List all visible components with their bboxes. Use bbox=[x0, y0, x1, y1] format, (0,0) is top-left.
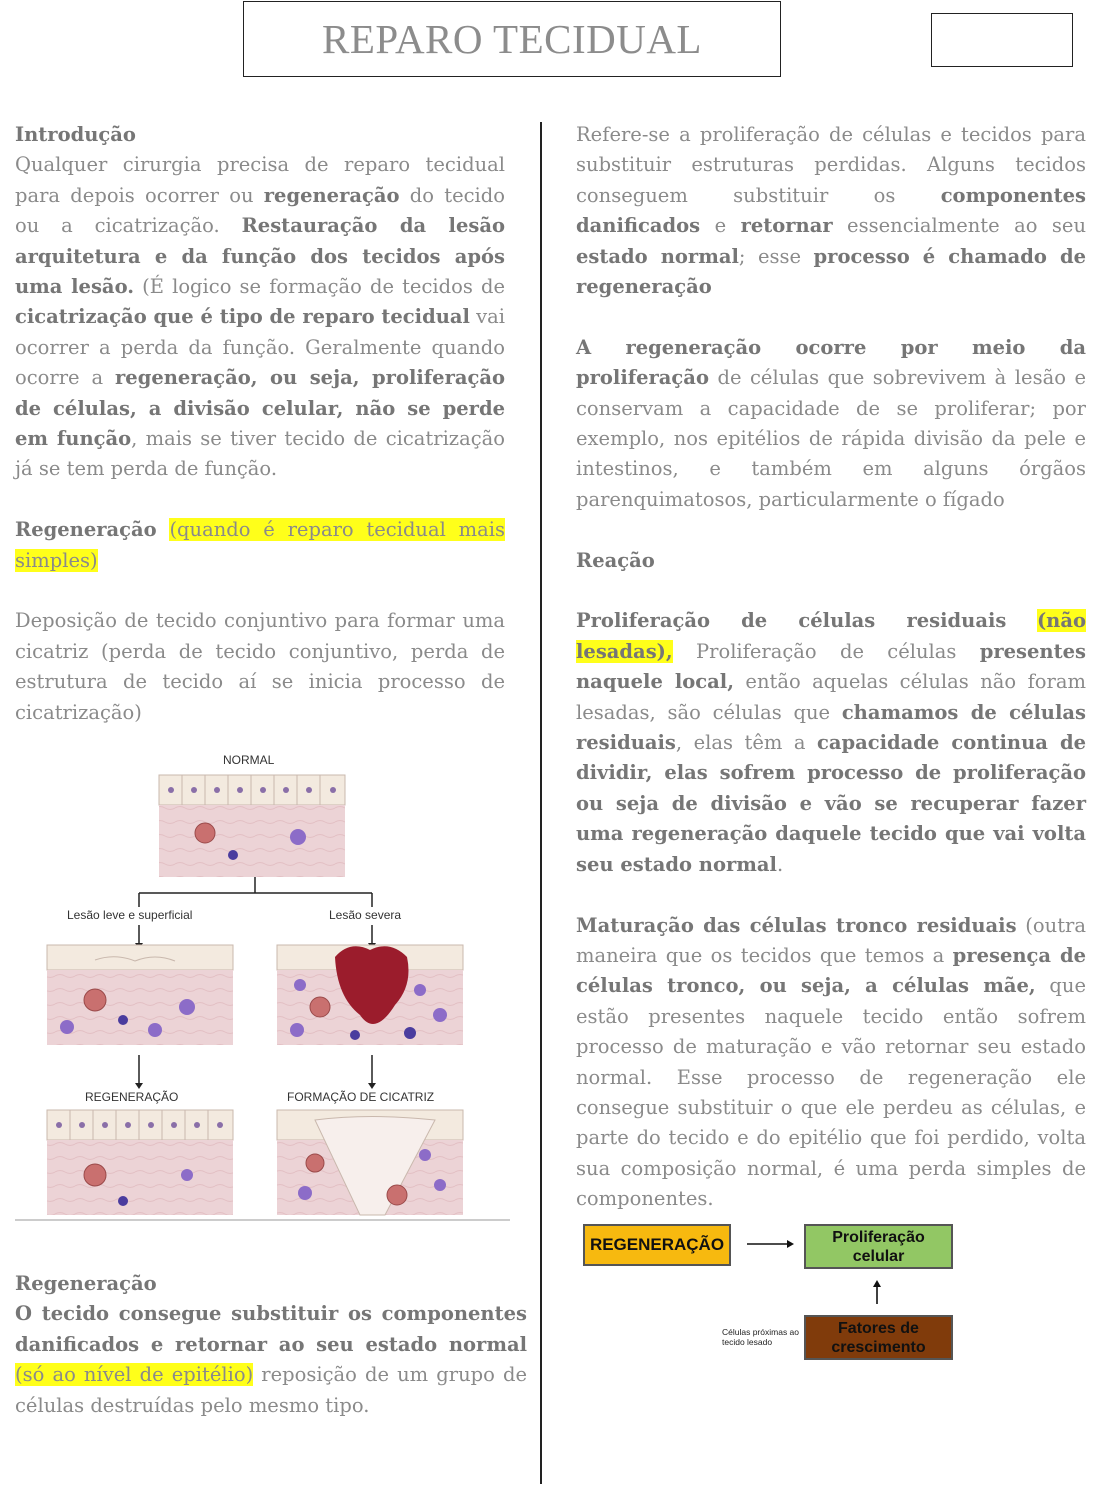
tissue-repair-illustration bbox=[15, 745, 510, 1225]
regen-highlight: (quando é reparo tecidual mais simples) bbox=[15, 518, 505, 572]
bold-segment: cicatrização que é tipo de reparo tecidual bbox=[15, 305, 470, 329]
bold-segment: Restauração da lesão arquitetura e da função dos tecidos após uma lesão. bbox=[15, 214, 505, 299]
arrow-right-icon bbox=[745, 1238, 795, 1250]
text-segment: ; esse bbox=[738, 244, 814, 268]
mild-injury-tissue bbox=[47, 945, 233, 1045]
regeneracao-heading: Regeneração (quando é reparo tecidual mais simples) bbox=[15, 518, 505, 572]
bold-segment: presença de células tronco, ou seja, a células mãe, bbox=[576, 943, 1087, 998]
text-segment: , mais se tiver tecido de cicatrização já se tem perda de função. bbox=[15, 427, 505, 481]
right-paragraph-4 bbox=[576, 911, 1086, 1215]
text-segment: vai ocorrer a perda da função. Geralmente quando ocorre a bbox=[15, 305, 506, 390]
left-column bbox=[15, 120, 505, 728]
scar-tissue bbox=[277, 1110, 463, 1215]
illustration-svg bbox=[15, 745, 510, 1225]
reacao-heading: Reação bbox=[576, 548, 655, 572]
bottom-heading: Regeneração bbox=[15, 1272, 157, 1295]
text-segment: Qualquer cirurgia precisa de reparo tecidual para depois ocorrer ou bbox=[15, 153, 505, 207]
right-paragraph-3: Proliferação de células residuais (não lesadas), Proliferação de células presentes naquele local, então aquelas células não foram lesadas, são células que chamamos de células residuais, elas têm a capacidade continua de dividir, elas sofrem processo de proliferação ou seja de divisão e vão se recuperar fazer uma regeneração daquele tecido que vai volta seu estado normal. bbox=[576, 609, 1086, 876]
regeneration-tissue bbox=[47, 1110, 233, 1215]
label-lesao-leve: Lesão leve e superficial bbox=[67, 908, 193, 922]
text-segment: (outra maneira que os tecidos que temos a bbox=[576, 913, 1086, 967]
bold-segment: A regeneração ocorre por meio da proliferação bbox=[576, 335, 1086, 390]
celulas-proximas-note: Células próximas ao tecido lesado bbox=[722, 1327, 800, 1347]
bottom-paragraph: O tecido consegue substituir os componentes danificados e retornar ao seu estado normal (só ao nível de epitélio) reposição de um grupo de células destruídas pelo mesmo tipo. bbox=[15, 1302, 527, 1417]
bold-segment: Maturação das células tronco residuais bbox=[576, 913, 1017, 937]
bold-segment: regeneração bbox=[263, 183, 400, 207]
right-column bbox=[576, 120, 1086, 1215]
bold-segment: processo é chamado de regeneração bbox=[576, 244, 1086, 299]
intro-paragraph bbox=[15, 150, 505, 484]
empty-box bbox=[931, 13, 1073, 67]
bold-segment: presentes naquele local, bbox=[576, 639, 1086, 694]
label-formacao-cicatriz: FORMAÇÃO DE CICATRIZ bbox=[287, 1090, 435, 1104]
fatores-box: Fatores de crescimento bbox=[804, 1315, 953, 1360]
right-paragraph-2 bbox=[576, 333, 1086, 515]
label-lesao-severa: Lesão severa bbox=[329, 908, 402, 922]
bold-segment: retornar bbox=[740, 214, 833, 238]
regeneracao-box: REGENERAÇÃO bbox=[583, 1224, 731, 1266]
bold-segment: capacidade continua de dividir, elas sofrem processo de proliferação ou seja de divisão e vão se recuperar fazer uma regeneração daquele tecido que vai volta seu estado normal bbox=[576, 731, 1086, 876]
column-divider bbox=[540, 122, 542, 1484]
text-segment: que estão presentes naquele tecido então sofrem processo de maturação e vão retornar seu estado normal. Esse processo de regeneração ele consegue substituir o que ele perdeu as células, e parte do tecido e do epitélio que foi perdido, volta sua composição normal, é uma perda simples de componentes. bbox=[576, 974, 1086, 1211]
text-segment: então aquelas células não foram lesadas, são células que bbox=[576, 670, 1086, 724]
text-segment: essencialmente ao seu bbox=[832, 214, 1086, 238]
text-segment: (É logico se formação de tecidos de bbox=[134, 275, 505, 299]
bottom-highlight: (só ao nível de epitélio) bbox=[15, 1363, 254, 1387]
normal-tissue bbox=[159, 775, 345, 877]
text-segment: Proliferação de células bbox=[672, 639, 980, 663]
intro-heading: Introdução bbox=[15, 123, 136, 146]
text-segment: . bbox=[776, 852, 784, 876]
text-segment: e bbox=[700, 214, 741, 238]
bold-segment: componentes danificados bbox=[576, 183, 1086, 238]
bold-segment: regeneração, ou seja, proliferação de células, a divisão celular, não se perde em função bbox=[15, 366, 505, 451]
text-segment: de células que sobrevivem à lesão e conservam a capacidade de se proliferar; por exemplo, nos epitélios de rápida divisão da pele e intestinos, e também em alguns órgãos parenquimatosos, particularmente o fígado bbox=[576, 366, 1086, 511]
arrow-up-icon bbox=[872, 1280, 882, 1306]
bottom-left-section bbox=[15, 1269, 527, 1421]
proliferacao-box: Proliferação celular bbox=[804, 1224, 953, 1269]
right-paragraph-1 bbox=[576, 120, 1086, 302]
text-segment: Refere-se a proliferação de células e tecidos para substituir estruturas perdidas. Alguns tecidos conseguem substituir os bbox=[576, 123, 1086, 207]
title-box bbox=[243, 1, 781, 77]
page-title: REPARO TECIDUAL bbox=[322, 16, 702, 62]
text-segment: do tecido ou a cicatrização. bbox=[15, 183, 505, 238]
nao-lesadas-highlight: (não lesadas), bbox=[576, 609, 1086, 663]
bold-segment: estado normal bbox=[576, 244, 739, 268]
deposicao-paragraph: Deposição de tecido conjuntivo para formar uma cicatriz (perda de tecido conjuntivo, perda de estrutura de tecido aí se inicia processo de cicatrização) bbox=[15, 609, 505, 724]
label-normal: NORMAL bbox=[223, 753, 275, 767]
label-regeneracao: REGENERAÇÃO bbox=[85, 1090, 179, 1104]
severe-injury-tissue bbox=[277, 945, 463, 1045]
text-segment: , elas têm a bbox=[675, 731, 817, 755]
bold-segment: chamamos de células residuais bbox=[576, 700, 1086, 755]
